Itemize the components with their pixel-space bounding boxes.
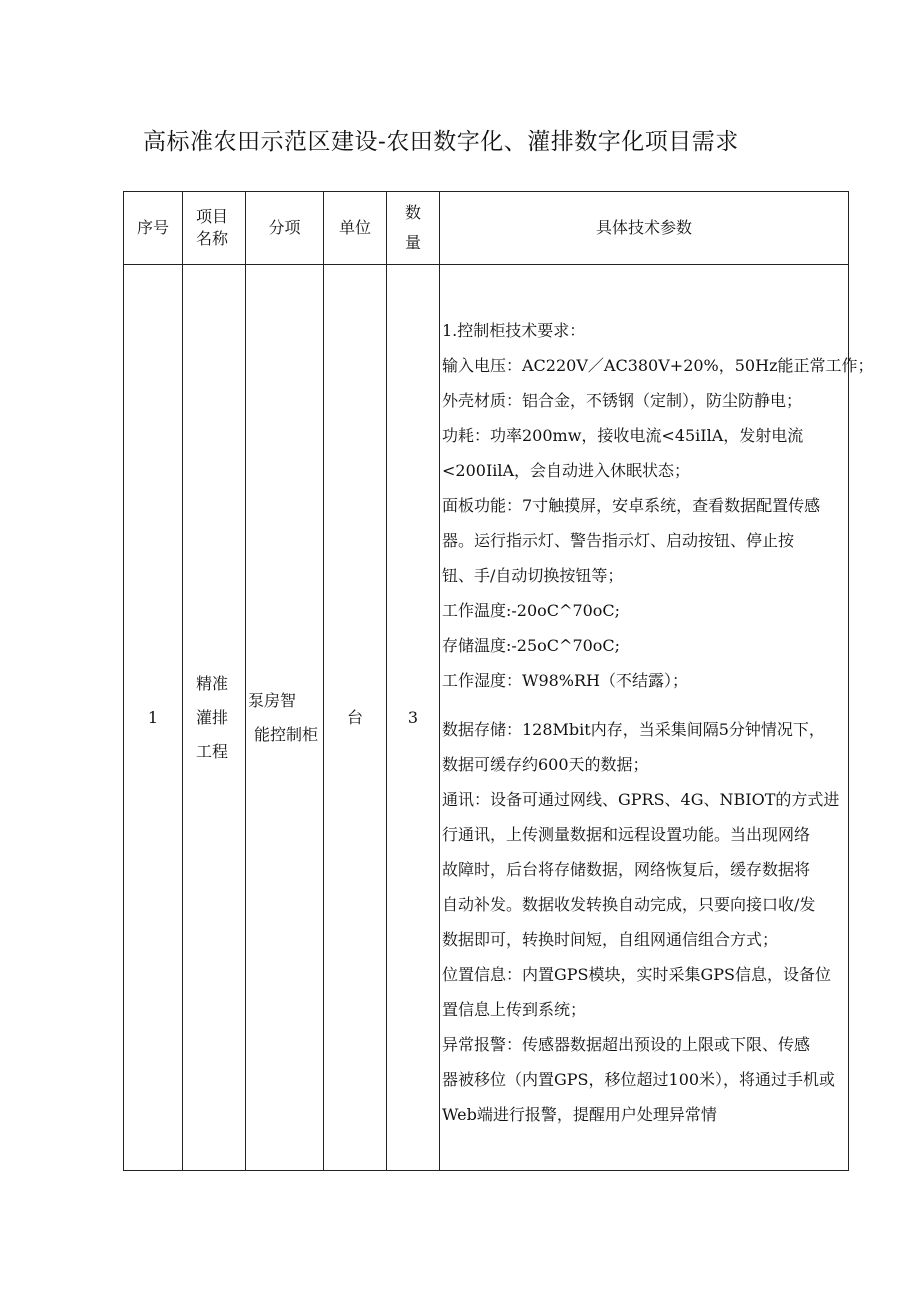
- spec-line: 输入电压：AC220V／AC380V+20%，50Hz能正常工作；: [442, 356, 874, 375]
- header-specs: 具体技术参数: [440, 192, 849, 265]
- table-header-row: [124, 192, 849, 265]
- spec-line: 功耗：功率200mw，接收电流<45ⅰIlA，发射电流: [442, 426, 804, 445]
- spec-line: 置信息上传到系统；: [442, 1000, 587, 1019]
- table-row: [124, 265, 849, 1171]
- spec-line: 钮、手/自动切换按钮等；: [442, 566, 624, 585]
- row-project-name-line3: 工程: [195, 741, 228, 761]
- row-unit: 台: [324, 265, 387, 1171]
- spec-line: 行通讯，上传测量数据和远程设置功能。当出现网络: [442, 825, 811, 844]
- spec-line: 1.控制柜技术要求：: [442, 321, 586, 340]
- header-sub-item: 分项: [246, 192, 324, 265]
- spec-line: 异常报警：传感器数据超出预设的上限或下限、传感: [442, 1035, 811, 1054]
- document-title: 高标准农田示范区建设-农田数字化、灌排数字化项目需求: [143, 129, 739, 155]
- row-sub-item: [246, 265, 324, 1171]
- spec-line: 位置信息：内置GPS模块，实时采集GPS信息，设备位: [442, 965, 832, 984]
- row-project-name-line1: 精准: [195, 673, 228, 693]
- header-quantity-line1: 数: [404, 203, 421, 222]
- header-index: 序号: [124, 192, 183, 265]
- header-project-name-line2: 名称: [195, 229, 228, 248]
- spec-line: 外壳材质：铝合金，不锈钢（定制），防尘防静电；: [442, 391, 803, 410]
- spec-line: Web端进行报警，提醒用户处理异常情: [442, 1105, 717, 1124]
- row-project-name-line2: 灌排: [195, 707, 228, 727]
- spec-line: 工作温度:-20oC^70oC;: [442, 601, 621, 620]
- spec-line: 数据即可，转换时间短，自组网通信组合方式；: [442, 930, 779, 949]
- spec-line: 存储温度:-25oC^70oC;: [442, 636, 621, 655]
- requirements-table: [123, 191, 874, 1171]
- row-project-name: [183, 265, 246, 1171]
- row-quantity: 3: [387, 265, 440, 1171]
- spec-lines: [442, 265, 874, 1132]
- spec-line: 数据存储：128Mbit内存，当采集间隔5分钟情况下，: [442, 720, 825, 739]
- row-index: 1: [124, 265, 183, 1171]
- header-project-name: [183, 192, 246, 265]
- spec-line: <200IilA，会自动进入休眠状态；: [442, 461, 691, 480]
- spec-line: 通讯：设备可通过网线、GPRS、4G、NBIOT的方式进: [442, 790, 840, 809]
- spec-line: 工作湿度：W98%RH（不结露）；: [442, 671, 689, 690]
- row-sub-item-line1: 泵房智: [248, 690, 297, 710]
- row-specs: [440, 265, 874, 1171]
- spec-line: 数据可缓存约600天的数据；: [442, 755, 649, 774]
- spec-line: 器。运行指示灯、警告指示灯、启动按钮、停止按: [442, 531, 795, 550]
- header-unit: 单位: [324, 192, 387, 265]
- spec-line: 自动补发。数据收发转换自动完成，只要向接口收/发: [442, 895, 816, 914]
- spec-line: 器被移位（内置GPS，移位超过100米），将通过手机或: [442, 1070, 836, 1089]
- spec-line: 面板功能：7寸触摸屏，安卓系统，查看数据配置传感: [442, 496, 821, 515]
- header-quantity-line2: 量: [404, 233, 421, 252]
- header-quantity: [387, 192, 440, 265]
- header-project-name-line1: 项目: [195, 207, 228, 226]
- row-sub-item-line2: 能控制柜: [254, 724, 319, 744]
- spec-line: 故障时，后台将存储数据，网络恢复后，缓存数据将: [442, 860, 811, 879]
